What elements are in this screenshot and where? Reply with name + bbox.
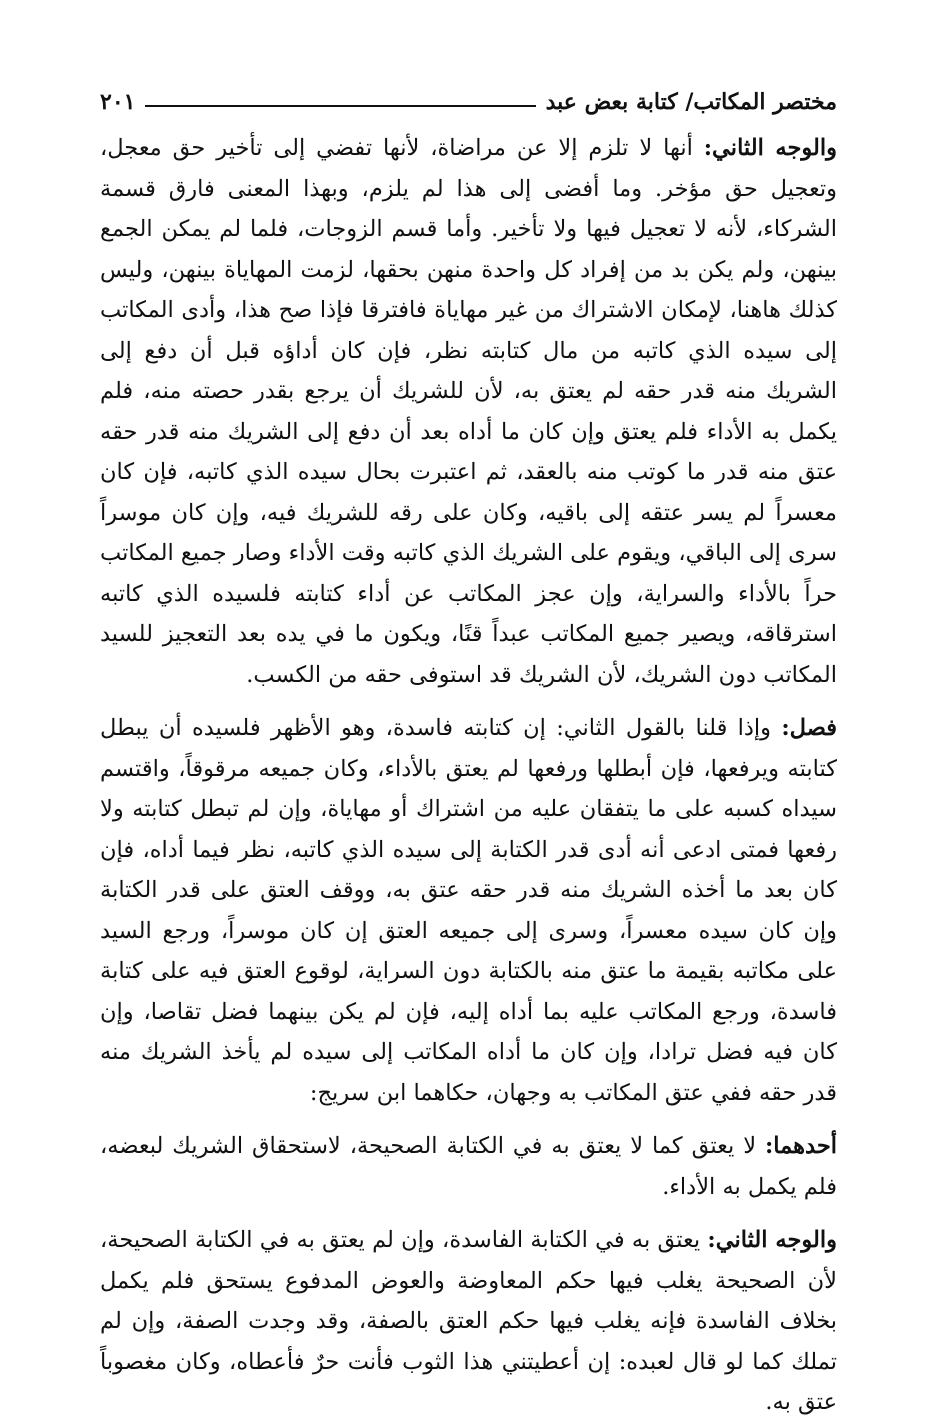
paragraph-lead: والوجه الثاني: (703, 135, 837, 161)
running-title: مختصر المكاتب/ كتابة بعض عبد (545, 89, 837, 115)
page-number: ٢٠١ (100, 89, 136, 115)
paragraph-text: أنها لا تلزم إلا عن مراضاة، لأنها تفضي إلى تأخير حق معجل، وتعجيل حق مؤخر. وما أفضى إلى هذا لم يلزم، وبهذا المعنى فارق قسمة الشركاء، لأنه لا تعجيل فيها ولا تأخير. وأما قسم الزوجات، فلما لم يمكن الجمع بينهن، ولم يكن بد من إفراد كل واحدة منهن بحقها، لزمت المهاياة بينهن، وليس كذلك هاهنا، لإمكان الاشتراك من غير مهاياة فافترقا فإذا صح هذا، وأدى المكاتب إلى سيده الذي كاتبه من مال كتابته نظر، فإن كان أداؤه قبل أن دفع إلى الشريك منه قدر حقه لم يعتق به، لأن للشريك أن يرجع بقدر حصته منه، فلم يكمل به الأداء فلم يعتق وإن كان ما أداه بعد أن دفع إلى الشريك منه قدر حقه عتق منه قدر ما كوتب منه بالعقد، ثم اعتبرت بحال سيده الذي كاتبه، فإن كان معسراً لم يسر عتقه إلى باقيه، وكان على رقه للشريك فيه، وإن كان موسراً سرى إلى الباقي، ويقوم على الشريك الذي كاتبه وقت الأداء وصار جميع المكاتب حراً بالأداء والسراية، وإن عجز المكاتب عن أداء كتابته فلسيده الذي كاتبه استرقاقه، ويصير جميع المكاتب عبداً قنًا، ويكون ما في يده بعد التعجيز للسيد المكاتب دون الشريك، لأن الشريك قد استوفى حقه من الكسب. (100, 135, 837, 688)
paragraph-text: وإذا قلنا بالقول الثاني: إن كتابته فاسدة، وهو الأظهر فلسيده أن يبطل كتابته ويرفعها، فإن أبطلها ورفعها لم يعتق بالأداء، وكان جميعه مرقوقاً، واقتسم سيداه كسبه على ما يتفقان عليه من اشتراك أو مهاياة، وإن لم تبطل كتابته ولا رفعها فمتى ادعى أنه أدى قدر الكتابة إلى سيده الذي كاتبه، نظر فيما أداه، فإن كان بعد ما أخذه الشريك منه قدر حقه عتق به، ووقف العتق على قدر الكتابة وإن كان سيده معسراً، وسرى إلى جميعه العتق إن كان موسراً، ورجع السيد على مكاتبه بقيمة ما عتق منه بالكتابة دون السراية، لوقوع العتق فيه على كتابة فاسدة، ورجع المكاتب عليه بما أداه إليه، فإن لم يكن بينهما فضل تقاصا، وإن كان فيه فضل ترادا، وإن كان ما أداه المكاتب إلى سيده لم يأخذ الشريك منه قدر حقه ففي عتق المكاتب به وجهان، حكاهما ابن سريج: (100, 715, 837, 1106)
paragraph-second-view (100, 1220, 837, 1423)
header-rule (145, 105, 535, 107)
paragraph-lead: والوجه الثاني: (707, 1227, 837, 1253)
paragraph-section (100, 708, 837, 1113)
paragraph-second-aspect (100, 128, 837, 695)
paragraph-text: لا يعتق كما لا يعتق به في الكتابة الصحيحة، لاستحقاق الشريك لبعضه، فلم يكمل به الأداء. (100, 1133, 837, 1200)
paragraph-first-view (100, 1126, 837, 1207)
paragraph-lead: أحدهما: (764, 1133, 837, 1159)
paragraph-lead: فصل: (781, 715, 837, 741)
page-body (100, 128, 837, 1423)
page-header (100, 84, 837, 120)
paragraph-text: يعتق به في الكتابة الفاسدة، وإن لم يعتق به في الكتابة الصحيحة، لأن الصحيحة يغلب فيها حكم المعاوضة والعوض المدفوع يستحق فلم يكمل بخلاف الفاسدة فإنه يغلب فيها حكم العتق بالصفة، وقد وجدت الصفة، وإن لم تملك كما لو قال لعبده: إن أعطيتني هذا الثوب فأنت حرٌ فأعطاه، وكان مغصوباً عتق به. (100, 1227, 837, 1415)
